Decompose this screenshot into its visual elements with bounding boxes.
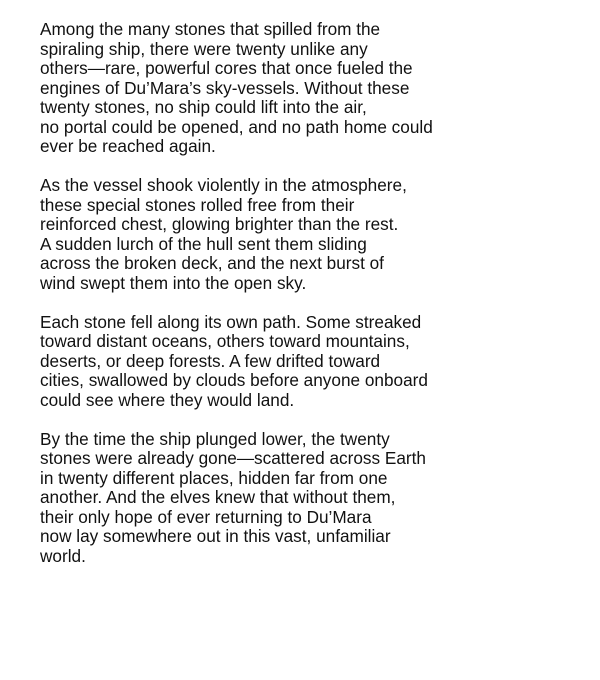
document-body bbox=[40, 20, 580, 586]
text-line: reinforced chest, glowing brighter than the rest. bbox=[40, 214, 399, 234]
text-line: no portal could be opened, and no path home could bbox=[40, 116, 433, 137]
text-line: Each stone fell along its own path. Some streaked bbox=[40, 311, 422, 332]
paragraph-3 bbox=[40, 313, 580, 411]
text-line: now lay somewhere out in this vast, unfamiliar bbox=[40, 526, 391, 546]
text-line: another. And the elves knew that without them, bbox=[40, 487, 396, 507]
text-line: in twenty different places, hidden far from one bbox=[40, 467, 388, 488]
text-line: ever be reached again. bbox=[40, 136, 216, 156]
text-line: As the vessel shook violently in the atmosphere, bbox=[40, 175, 407, 195]
text-line: Among the many stones that spilled from the bbox=[40, 19, 381, 39]
text-line: By the time the ship plunged lower, the twenty bbox=[40, 428, 390, 449]
text-line: these special stones rolled free from their bbox=[40, 194, 355, 215]
paragraph-4 bbox=[40, 430, 580, 567]
text-line: could see where they would land. bbox=[40, 389, 295, 410]
text-line: wind swept them into the open sky. bbox=[40, 272, 307, 293]
text-line: spiraling ship, there were twenty unlike any bbox=[40, 38, 368, 59]
text-line: stones were already gone—scattered across Earth bbox=[40, 448, 426, 468]
text-line: their only hope of ever returning to Du’Mara bbox=[40, 506, 372, 527]
text-line: cities, swallowed by clouds before anyone onboard bbox=[40, 370, 428, 390]
text-line: engines of Du’Mara’s sky-vessels. Without these bbox=[40, 77, 410, 98]
text-line: toward distant oceans, others toward mountains, bbox=[40, 331, 410, 351]
text-line: others—rare, powerful cores that once fueled the bbox=[40, 58, 413, 78]
text-line: A sudden lurch of the hull sent them sliding bbox=[40, 233, 367, 254]
paragraph-1 bbox=[40, 20, 580, 157]
text-line: across the broken deck, and the next burst of bbox=[40, 253, 384, 273]
paragraph-2 bbox=[40, 176, 580, 293]
text-line: deserts, or deep forests. A few drifted toward bbox=[40, 350, 381, 371]
text-line: twenty stones, no ship could lift into the air, bbox=[40, 97, 367, 117]
text-line: world. bbox=[40, 545, 86, 566]
